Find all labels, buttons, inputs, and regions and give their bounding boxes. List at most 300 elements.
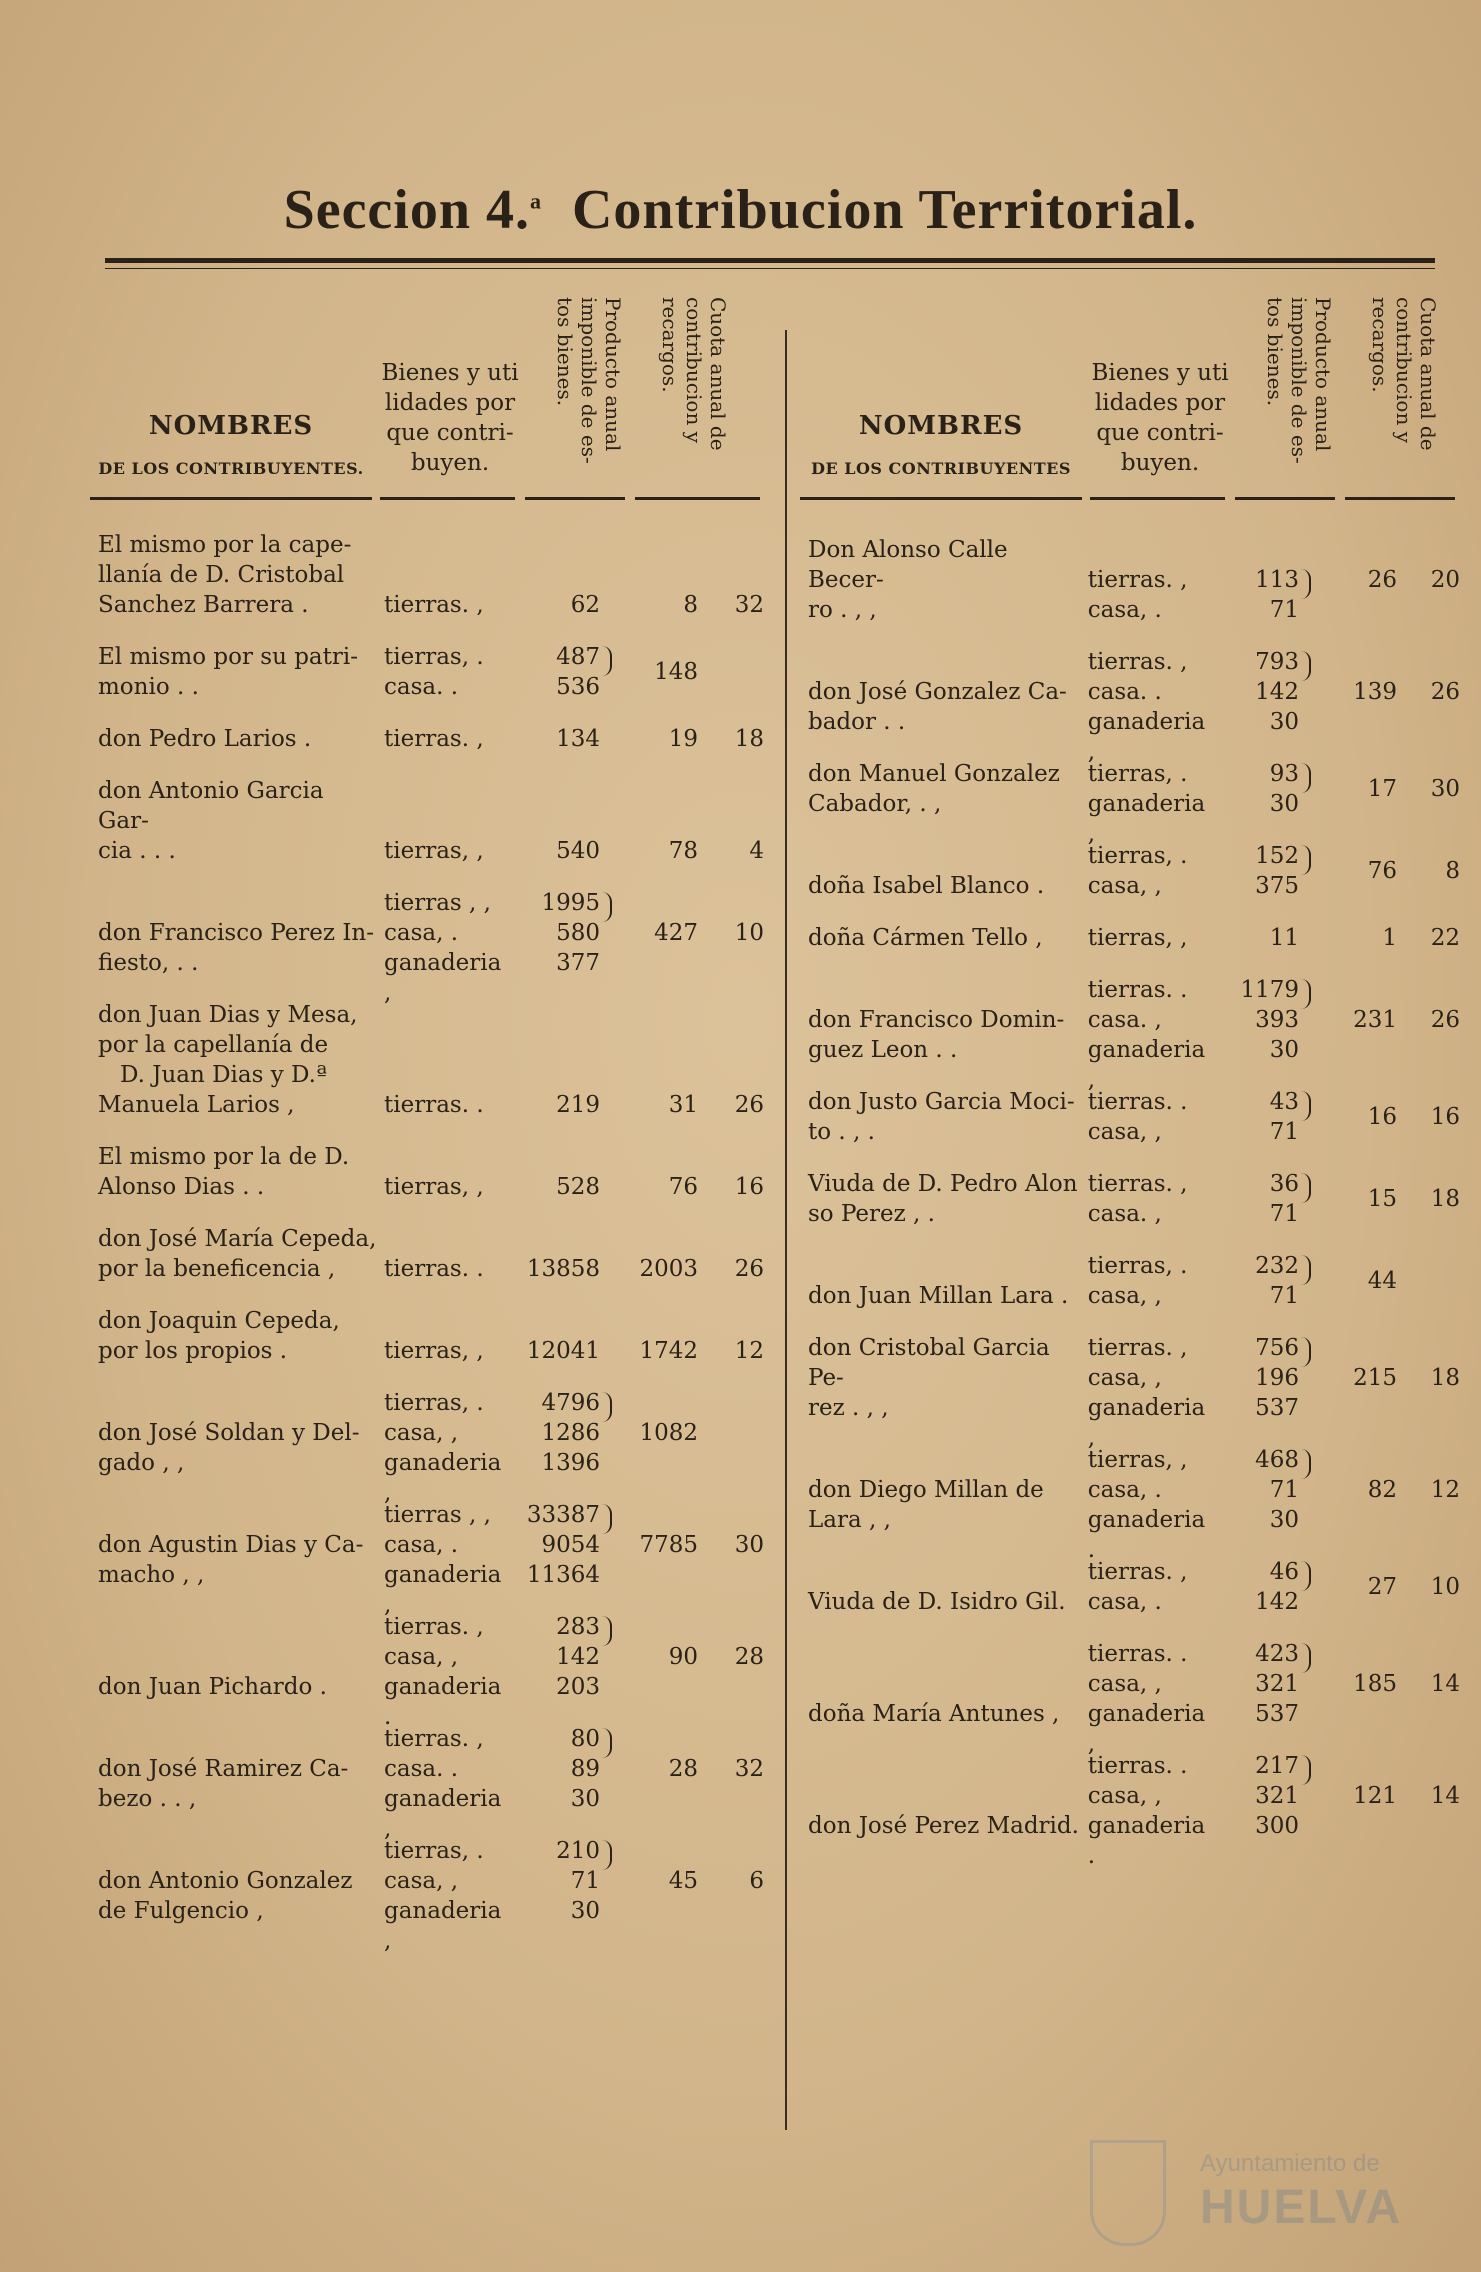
name-line: ro . , , xyxy=(808,597,877,623)
product-value: 12041 xyxy=(526,1338,600,1364)
name-line: por la beneficencia , xyxy=(98,1256,336,1282)
name-line: don José Soldan y Del- xyxy=(98,1420,360,1446)
goods-item: casa, , xyxy=(384,1420,459,1446)
table-row xyxy=(800,759,1460,847)
goods-cell xyxy=(1082,841,1210,901)
contributor-name xyxy=(800,677,1082,737)
product-value: 71 xyxy=(570,1868,600,1894)
cuota-cell xyxy=(614,657,764,687)
left-rows xyxy=(90,530,765,1954)
contributor-name xyxy=(90,1224,378,1284)
goods-item: casa, , xyxy=(1087,1365,1162,1391)
name-line: don Francisco Domin- xyxy=(808,1007,1065,1033)
contributor-name xyxy=(800,1087,1082,1147)
goods-item: casa, , xyxy=(1087,1783,1162,1809)
table-row xyxy=(90,1000,765,1120)
cuota-reales: 1082 xyxy=(639,1420,698,1446)
goods-cell xyxy=(1082,975,1210,1093)
contributor-name xyxy=(90,1754,378,1814)
cuota-maravedis: 32 xyxy=(734,1756,764,1782)
cuota-cell xyxy=(614,1642,764,1672)
table-row xyxy=(800,1557,1460,1617)
product-value: 30 xyxy=(1269,709,1300,735)
brace-mark xyxy=(1301,979,1311,1009)
cuota-reales: 28 xyxy=(668,1756,698,1782)
cuota-cell xyxy=(1313,1363,1460,1393)
product-value: 283 xyxy=(556,1614,600,1640)
name-line: don Antonio Garcia Gar- xyxy=(98,778,324,834)
header-underline xyxy=(1090,497,1225,500)
contributor-name xyxy=(90,918,378,978)
name-line: don Agustin Dias y Ca- xyxy=(98,1532,364,1558)
goods-item: ganaderia , xyxy=(1087,709,1206,765)
table-row xyxy=(90,530,765,620)
goods-item: tierras, , xyxy=(1087,1447,1188,1473)
table-row xyxy=(800,1333,1460,1451)
cuota-maravedis: 14 xyxy=(1430,1671,1460,1697)
product-value: 536 xyxy=(556,674,600,700)
cuota-maravedis: 12 xyxy=(1430,1477,1460,1503)
cuota-cell xyxy=(1313,774,1460,804)
product-value: 30 xyxy=(570,1898,600,1924)
cuota-maravedis: 18 xyxy=(1430,1365,1460,1391)
contributor-name xyxy=(90,1000,378,1120)
cuota-cell xyxy=(1313,923,1460,953)
cuota-reales: 19 xyxy=(668,726,698,752)
cuota-maravedis: 28 xyxy=(734,1644,764,1670)
goods-item: casa, . xyxy=(1087,1477,1162,1503)
table-row xyxy=(800,1087,1460,1147)
goods-cell xyxy=(378,1500,509,1618)
cuota-cell xyxy=(614,1754,764,1784)
cuota-reales: 148 xyxy=(654,659,698,685)
product-value: 30 xyxy=(1269,1037,1300,1063)
cuota-cell xyxy=(1313,856,1460,886)
left-header xyxy=(90,297,765,500)
cuota-cell xyxy=(614,1172,764,1202)
contributor-name xyxy=(90,724,378,754)
table-row xyxy=(800,841,1460,901)
table-row xyxy=(800,923,1460,953)
goods-cell xyxy=(1082,1751,1210,1869)
product-cell xyxy=(509,888,614,978)
product-value: 71 xyxy=(1269,1283,1300,1309)
goods-item: casa, . xyxy=(384,920,459,946)
table-row xyxy=(800,1169,1460,1229)
goods-item: tierras, . xyxy=(384,1838,484,1864)
goods-item: tierras. , xyxy=(384,1726,484,1752)
goods-cell xyxy=(1082,1169,1210,1229)
title-main: Contribucion Territorial. xyxy=(571,179,1198,241)
name-line: don Justo Garcia Moci- xyxy=(808,1089,1075,1115)
header-names-bottom: DE LOS CONTRIBUYENTES xyxy=(811,459,1071,478)
cuota-cell xyxy=(1313,677,1460,707)
brace-mark xyxy=(602,1504,612,1534)
goods-item: tierras. . xyxy=(384,1092,484,1118)
product-value: 468 xyxy=(1255,1447,1300,1473)
product-value: 113 xyxy=(1255,567,1300,593)
cuota-maravedis xyxy=(719,1418,764,1448)
product-cell xyxy=(509,1172,614,1202)
goods-cell xyxy=(378,1090,509,1120)
product-value: 71 xyxy=(1269,597,1300,623)
name-line: El mismo por su patri- xyxy=(98,644,358,670)
contributor-name xyxy=(800,923,1082,953)
contributor-name xyxy=(90,642,378,702)
name-line: so Perez , . xyxy=(808,1201,935,1227)
brace-mark xyxy=(1301,1755,1311,1785)
name-line: D. Juan Dias y D.ª xyxy=(120,1062,327,1088)
brace-mark xyxy=(602,646,612,676)
cuota-cell xyxy=(1313,1102,1460,1132)
name-line: don Juan Pichardo . xyxy=(98,1674,327,1700)
product-cell xyxy=(1210,1751,1313,1841)
goods-item: ganaderia . xyxy=(1087,1813,1206,1869)
product-value: 142 xyxy=(556,1644,600,1670)
goods-item: tierras. , xyxy=(1087,1335,1188,1361)
right-header xyxy=(800,297,1460,500)
brace-mark xyxy=(1301,1255,1311,1285)
product-value: 756 xyxy=(1255,1335,1300,1361)
goods-item: tierras. . xyxy=(1087,977,1188,1003)
goods-cell xyxy=(1082,647,1210,765)
product-value: 377 xyxy=(556,950,600,976)
cuota-reales: 16 xyxy=(1367,1104,1398,1130)
cuota-maravedis: 6 xyxy=(749,1868,764,1894)
cuota-cell xyxy=(614,724,764,754)
cuota-cell xyxy=(1313,1781,1460,1811)
cuota-maravedis: 20 xyxy=(1430,567,1460,593)
cuota-reales: 31 xyxy=(668,1092,698,1118)
name-line: gado , , xyxy=(98,1450,185,1476)
goods-cell xyxy=(378,1254,509,1284)
brace-mark xyxy=(1301,1449,1311,1479)
header-product: Producto anual imponible de es- tos bienes. xyxy=(553,297,625,464)
cuota-cell xyxy=(1313,1669,1460,1699)
goods-item: casa, , xyxy=(384,1644,459,1670)
cuota-cell xyxy=(614,1090,764,1120)
product-value: 321 xyxy=(1255,1671,1300,1697)
goods-item: casa. . xyxy=(384,674,459,700)
cuota-maravedis: 18 xyxy=(1430,1186,1460,1212)
product-value: 30 xyxy=(570,1786,600,1812)
goods-item: ganaderia , xyxy=(384,1786,502,1842)
product-value: 89 xyxy=(570,1756,600,1782)
cuota-reales: 2003 xyxy=(639,1256,698,1282)
goods-cell xyxy=(378,1612,509,1730)
cuota-maravedis: 14 xyxy=(1430,1783,1460,1809)
name-line: don Manuel Gonzalez xyxy=(808,761,1060,787)
name-line: don Juan Millan Lara . xyxy=(808,1283,1069,1309)
cuota-reales: 8 xyxy=(683,592,698,618)
cuota-cell xyxy=(614,1866,764,1896)
goods-item: tierras, . xyxy=(384,644,484,670)
name-line: don José María Cepeda, xyxy=(98,1226,377,1252)
goods-cell xyxy=(378,1836,509,1954)
cuota-cell xyxy=(614,1336,764,1366)
cuota-maravedis: 10 xyxy=(1430,1574,1460,1600)
table-row xyxy=(90,1388,765,1506)
goods-cell xyxy=(1082,759,1210,847)
cuota-cell xyxy=(614,1254,764,1284)
goods-item: tierras, . xyxy=(1087,1253,1188,1279)
cuota-maravedis: 26 xyxy=(1430,679,1460,705)
goods-item: tierras. , xyxy=(384,726,484,752)
name-line: Sanchez Barrera . xyxy=(98,592,309,618)
product-value: 537 xyxy=(1255,1701,1300,1727)
contributor-name xyxy=(90,1306,378,1366)
name-line: El mismo por la cape- xyxy=(98,532,352,558)
cuota-reales: 17 xyxy=(1367,776,1398,802)
cuota-maravedis xyxy=(719,657,764,687)
table-row xyxy=(800,1445,1460,1563)
header-names-bottom: DE LOS CONTRIBUYENTES. xyxy=(98,459,364,478)
goods-item: tierras, . xyxy=(384,1390,484,1416)
goods-cell xyxy=(378,836,509,866)
brace-mark xyxy=(1301,569,1311,599)
cuota-reales: 185 xyxy=(1353,1671,1398,1697)
product-value: 11 xyxy=(1269,925,1300,951)
cuota-reales: 231 xyxy=(1353,1007,1398,1033)
watermark xyxy=(1090,2140,1410,2250)
product-cell xyxy=(509,1388,614,1478)
goods-item: tierras, , xyxy=(1087,925,1188,951)
cuota-reales: 82 xyxy=(1367,1477,1398,1503)
goods-item: ganaderia , xyxy=(1087,1037,1206,1093)
name-line: don Diego Millan de xyxy=(808,1477,1044,1503)
table-row xyxy=(90,888,765,1006)
cuota-cell xyxy=(614,590,764,620)
header-cuota: Cuota anual de contribucion y recargos. xyxy=(1368,297,1440,451)
product-value: 9054 xyxy=(541,1532,600,1558)
cuota-reales: 15 xyxy=(1367,1186,1398,1212)
product-cell xyxy=(1210,1251,1313,1311)
column-separator xyxy=(785,330,787,2130)
goods-cell xyxy=(1082,1445,1210,1563)
contributor-name xyxy=(800,1475,1082,1535)
brace-mark xyxy=(1301,1643,1311,1673)
goods-item: tierras. . xyxy=(1087,1753,1188,1779)
product-value: 300 xyxy=(1255,1813,1300,1839)
name-line: por la capellanía de xyxy=(98,1032,329,1058)
header-cuota: Cuota anual de contribucion y recargos. xyxy=(658,297,730,451)
product-value: 142 xyxy=(1255,679,1300,705)
name-line: don Cristobal Garcia Pe- xyxy=(808,1335,1050,1391)
cuota-maravedis xyxy=(1415,1266,1460,1296)
goods-cell xyxy=(1082,1087,1210,1147)
product-value: 36 xyxy=(1269,1171,1300,1197)
goods-item: casa. , xyxy=(1087,1007,1162,1033)
product-cell xyxy=(1210,975,1313,1065)
cuota-maravedis: 16 xyxy=(1430,1104,1460,1130)
cuota-reales: 90 xyxy=(668,1644,698,1670)
cuota-cell xyxy=(614,836,764,866)
goods-item: casa, , xyxy=(1087,1119,1162,1145)
goods-item: tierras , , xyxy=(384,1502,491,1528)
product-cell xyxy=(1210,1445,1313,1535)
goods-cell xyxy=(378,590,509,620)
header-names xyxy=(800,411,1082,478)
product-value: 375 xyxy=(1255,873,1300,899)
cuota-cell xyxy=(1313,1572,1460,1602)
goods-item: tierras. . xyxy=(1087,1089,1188,1115)
cuota-reales: 76 xyxy=(668,1174,698,1200)
contributor-name xyxy=(90,1866,378,1926)
brace-mark xyxy=(1301,1173,1311,1203)
goods-item: casa, , xyxy=(1087,1283,1162,1309)
title-rule xyxy=(105,258,1435,263)
cuota-maravedis: 22 xyxy=(1430,925,1460,951)
cuota-maravedis: 32 xyxy=(734,592,764,618)
cuota-maravedis: 16 xyxy=(734,1174,764,1200)
header-names-top: NOMBRES xyxy=(858,411,1024,441)
contributor-name xyxy=(800,1699,1082,1729)
table-row xyxy=(800,975,1460,1093)
brace-mark xyxy=(1301,1091,1311,1121)
name-line: to . , . xyxy=(808,1119,875,1145)
goods-item: casa, . xyxy=(384,1532,459,1558)
title-superscript: a xyxy=(529,188,542,214)
goods-item: casa, , xyxy=(1087,873,1162,899)
name-line: por los propios . xyxy=(98,1338,288,1364)
product-cell xyxy=(509,1090,614,1120)
product-value: 46 xyxy=(1269,1559,1300,1585)
goods-item: casa, , xyxy=(384,1868,459,1894)
product-value: 13858 xyxy=(526,1256,600,1282)
name-line: don Francisco Perez In- xyxy=(98,920,375,946)
cuota-cell xyxy=(1313,1184,1460,1214)
header-product: Producto anual imponible de es- tos bienes. xyxy=(1263,297,1335,464)
cuota-reales: 139 xyxy=(1353,679,1398,705)
product-value: 1995 xyxy=(541,890,600,916)
table-row xyxy=(800,535,1460,625)
table-row xyxy=(90,1306,765,1366)
name-line: Cabador, . , xyxy=(808,791,942,817)
product-cell xyxy=(509,836,614,866)
product-value: 4796 xyxy=(541,1390,600,1416)
product-cell xyxy=(509,1612,614,1702)
goods-cell xyxy=(378,642,509,702)
cuota-reales: 215 xyxy=(1353,1365,1398,1391)
product-value: 393 xyxy=(1255,1007,1300,1033)
cuota-cell xyxy=(1313,1005,1460,1035)
product-value: 152 xyxy=(1255,843,1300,869)
header-names-top: NOMBRES xyxy=(148,411,314,441)
title-rule-thin xyxy=(105,268,1435,269)
product-value: 93 xyxy=(1269,761,1300,787)
brace-mark xyxy=(1301,845,1311,875)
name-line: El mismo por la de D. xyxy=(98,1144,350,1170)
name-line: Manuela Larios , xyxy=(98,1092,295,1118)
header-underline xyxy=(525,497,625,500)
goods-item: ganaderia , xyxy=(1087,1395,1206,1451)
product-cell xyxy=(509,1336,614,1366)
product-value: 1286 xyxy=(541,1420,600,1446)
product-value: 30 xyxy=(1269,791,1300,817)
cuota-maravedis: 4 xyxy=(749,838,764,864)
header-underline xyxy=(635,497,760,500)
header-underline xyxy=(380,497,515,500)
goods-cell xyxy=(1082,1639,1210,1757)
cuota-reales: 76 xyxy=(1367,858,1398,884)
cuota-maravedis: 30 xyxy=(734,1532,764,1558)
product-cell xyxy=(1210,841,1313,901)
product-value: 210 xyxy=(556,1838,600,1864)
name-line: don Juan Dias y Mesa, xyxy=(98,1002,358,1028)
product-value: 1179 xyxy=(1240,977,1300,1003)
product-cell xyxy=(509,1836,614,1926)
name-line: fiesto, . . xyxy=(98,950,199,976)
name-line: Alonso Dias . . xyxy=(98,1174,265,1200)
goods-cell xyxy=(378,1172,509,1202)
goods-cell xyxy=(378,1388,509,1506)
goods-item: tierras. , xyxy=(384,1614,484,1640)
goods-item: tierras, . xyxy=(1087,761,1188,787)
cuota-reales: 7785 xyxy=(639,1532,698,1558)
name-line: rez . , , xyxy=(808,1395,889,1421)
title-prefix: Seccion 4. xyxy=(283,179,530,241)
cuota-cell xyxy=(614,918,764,948)
product-value: 232 xyxy=(1255,1253,1300,1279)
goods-item: ganaderia , xyxy=(384,1450,502,1506)
contributor-name xyxy=(90,1530,378,1590)
goods-item: ganaderia . xyxy=(384,1674,502,1730)
cuota-reales: 121 xyxy=(1353,1783,1398,1809)
name-line: don José Ramirez Ca- xyxy=(98,1756,349,1782)
watermark-line1: Ayuntamiento de xyxy=(1200,2150,1380,2177)
product-value: 80 xyxy=(570,1726,600,1752)
product-value: 71 xyxy=(1269,1201,1300,1227)
product-value: 142 xyxy=(1255,1589,1300,1615)
name-line: monio . . xyxy=(98,674,199,700)
header-underline xyxy=(90,497,372,500)
goods-item: casa, . xyxy=(1087,1589,1162,1615)
contributor-name xyxy=(90,530,378,620)
table-row xyxy=(90,1142,765,1202)
product-value: 321 xyxy=(1255,1783,1300,1809)
goods-cell xyxy=(1082,923,1210,953)
goods-item: ganaderia , xyxy=(384,950,502,1006)
product-cell xyxy=(1210,1333,1313,1423)
cuota-maravedis: 10 xyxy=(734,920,764,946)
goods-item: ganaderia , xyxy=(384,1562,502,1618)
right-column xyxy=(800,297,1460,1869)
brace-mark xyxy=(1301,651,1311,681)
goods-item: tierras, , xyxy=(384,1338,484,1364)
goods-item: ganaderia , xyxy=(1087,1701,1206,1757)
product-cell xyxy=(509,1724,614,1814)
header-goods: Bienes y uti lidades por que contri- buyen. xyxy=(381,360,519,476)
cuota-cell xyxy=(614,1418,764,1448)
cuota-cell xyxy=(1313,1475,1460,1505)
goods-item: tierras, . xyxy=(1087,843,1188,869)
contributor-name xyxy=(90,1672,378,1702)
name-line: bezo . . , xyxy=(98,1786,197,1812)
name-line: doña Isabel Blanco . xyxy=(808,873,1045,899)
table-row xyxy=(90,1224,765,1284)
product-cell xyxy=(1210,923,1313,953)
goods-item: tierras. , xyxy=(1087,1171,1188,1197)
header-names xyxy=(90,411,372,478)
table-row xyxy=(90,1836,765,1954)
contributor-name xyxy=(800,1811,1082,1841)
product-value: 203 xyxy=(556,1674,600,1700)
product-cell xyxy=(1210,1169,1313,1229)
cuota-reales: 78 xyxy=(668,838,698,864)
brace-mark xyxy=(1301,1337,1311,1367)
goods-cell xyxy=(1082,1251,1210,1311)
goods-cell xyxy=(378,1724,509,1842)
